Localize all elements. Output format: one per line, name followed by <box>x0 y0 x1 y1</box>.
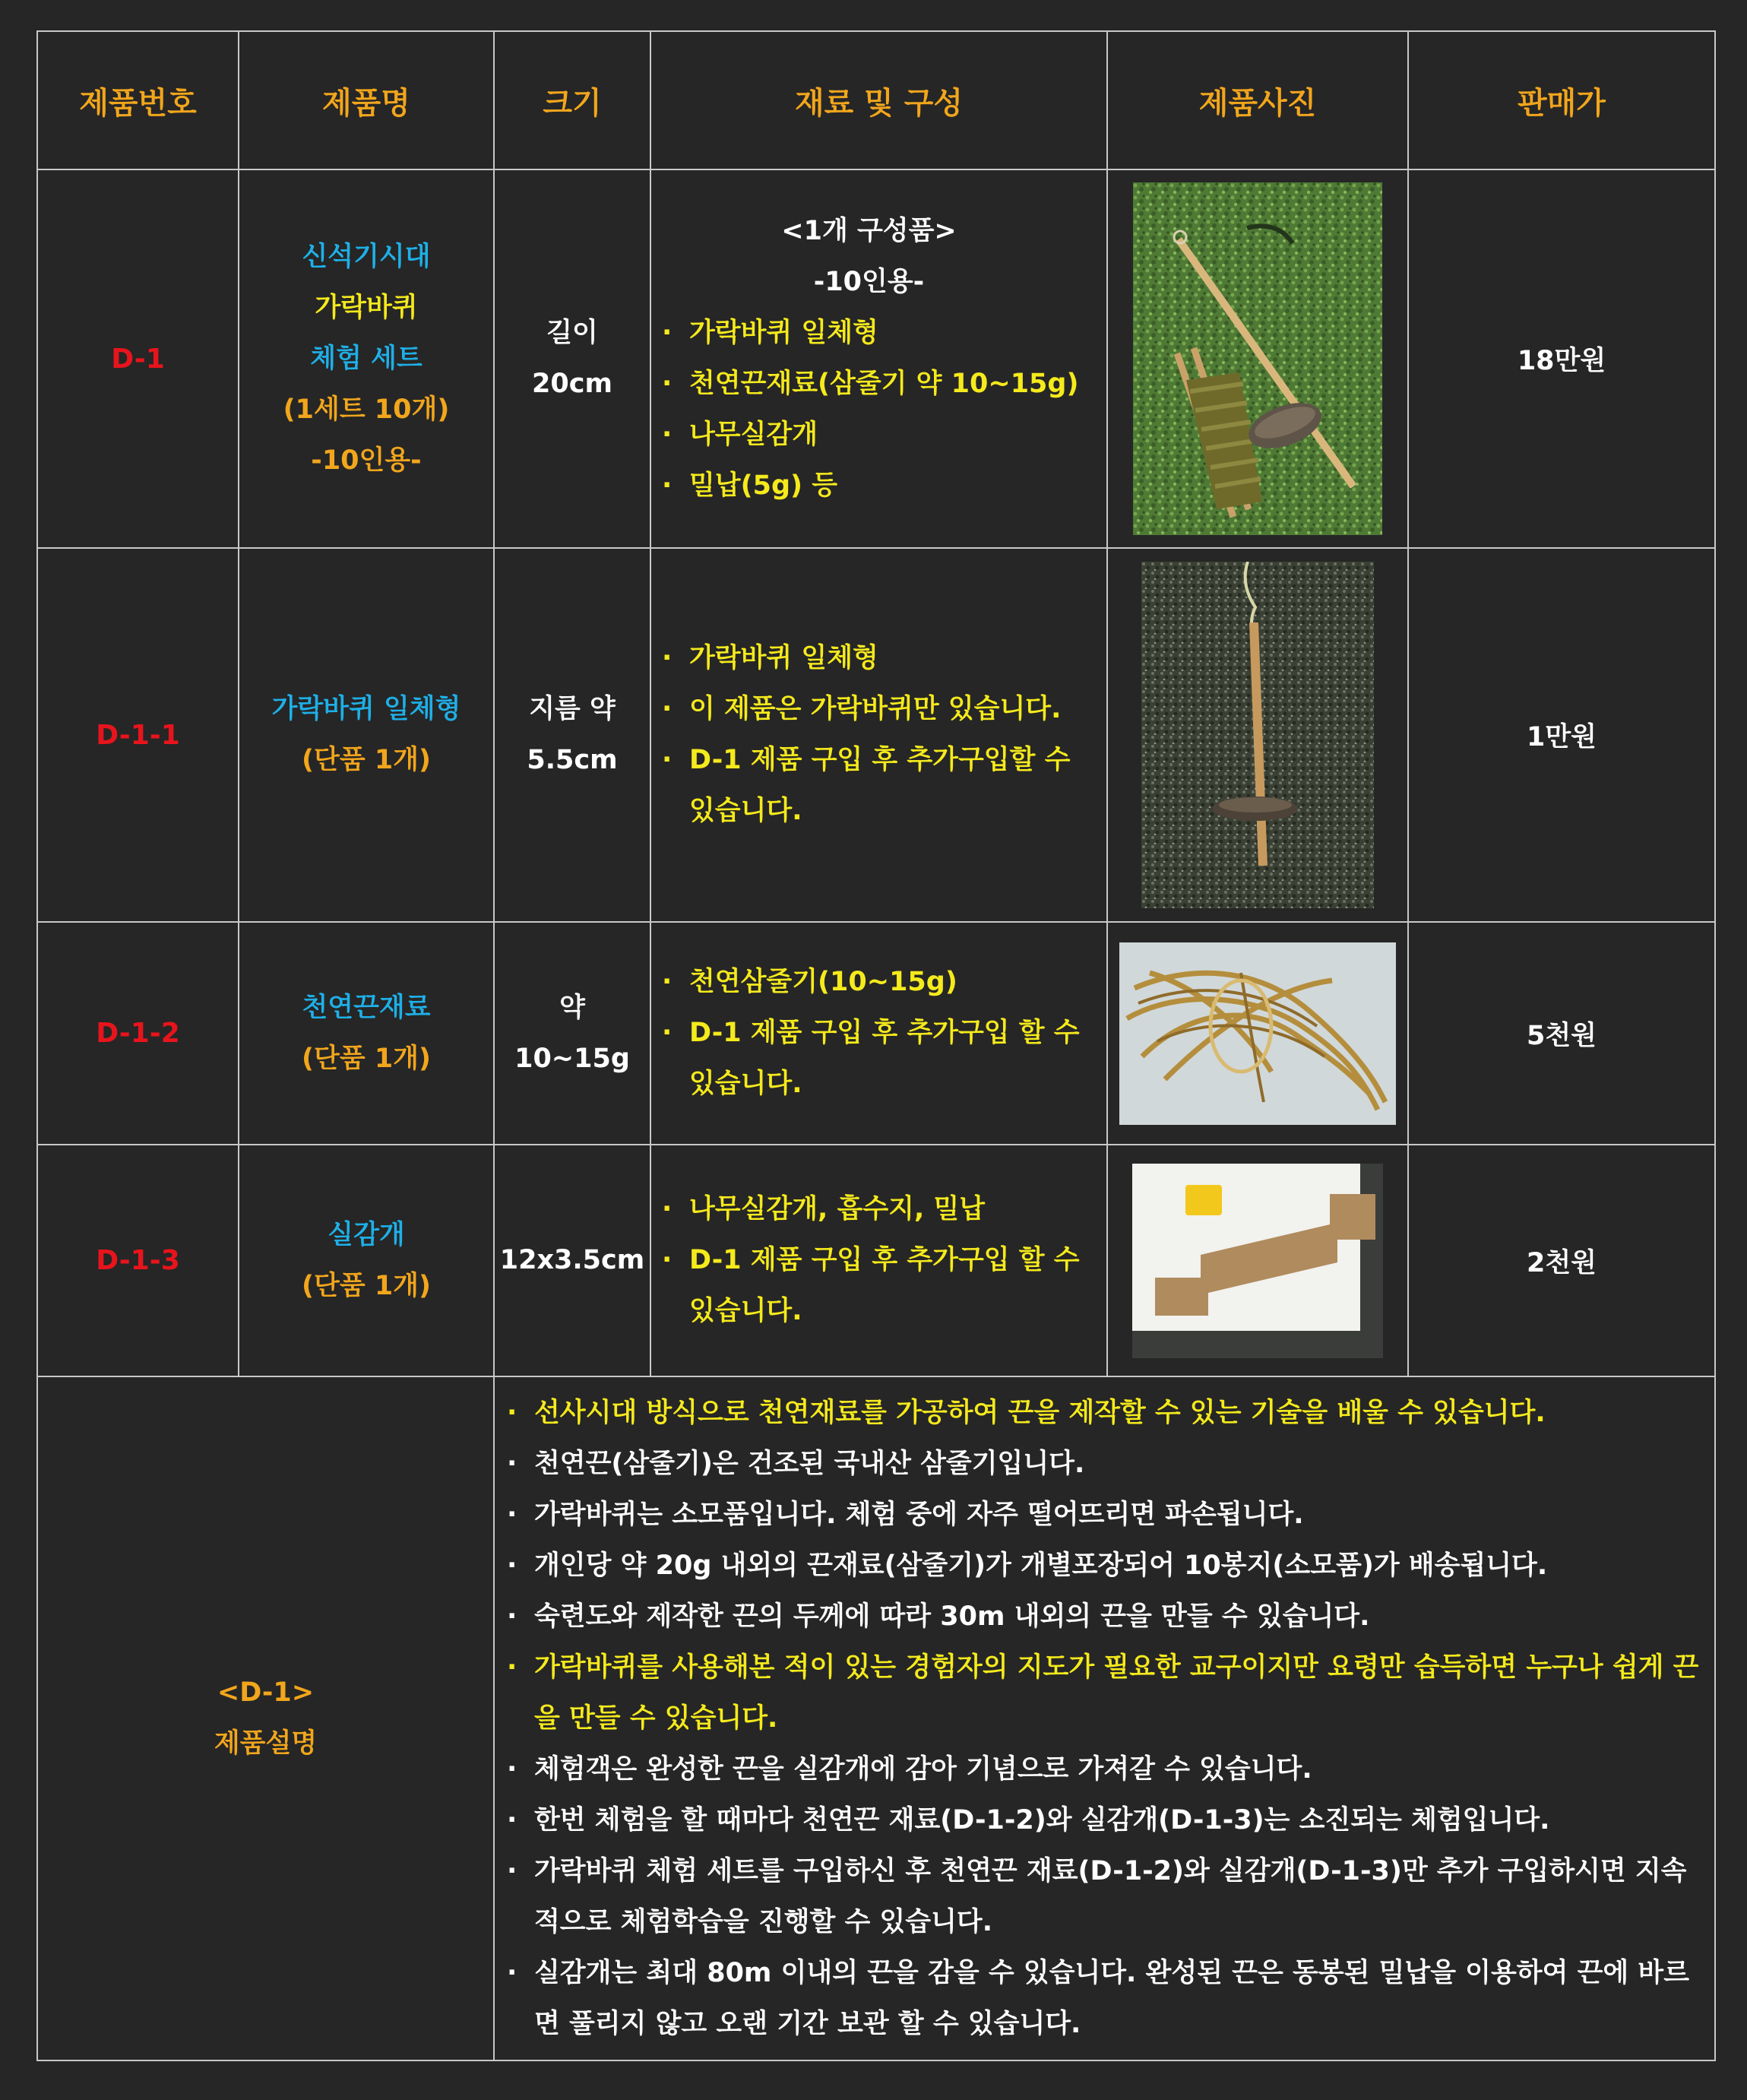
spindle-photo-icon <box>1133 182 1382 535</box>
product-price: 2천원 <box>1408 1145 1715 1376</box>
header-photo: 제품사진 <box>1107 31 1408 169</box>
bullet-dot-icon: · <box>507 1448 517 1479</box>
product-composition <box>650 169 1107 548</box>
product-name <box>239 922 494 1145</box>
name-line: -10인용- <box>311 445 422 476</box>
comp-item-text: 천연끈재료(삼줄기 약 10~15g) <box>689 369 1079 399</box>
reel-photo-icon <box>1132 1164 1383 1358</box>
desc-item <box>507 1642 1707 1744</box>
bullet-dot-icon: · <box>662 318 673 348</box>
size-line: 약 <box>559 992 585 1023</box>
bullet-dot-icon: · <box>507 1855 517 1886</box>
product-size <box>494 169 650 548</box>
bullet-dot-icon: · <box>507 1753 517 1785</box>
bullet-dot-icon: · <box>507 1499 517 1530</box>
product-composition <box>650 922 1107 1145</box>
comp-item-text: 이 제품은 가락바퀴만 있습니다. <box>689 694 1062 724</box>
comp-item-text: 가락바퀴 일체형 <box>689 643 878 673</box>
bullet-dot-icon: · <box>507 1804 517 1836</box>
desc-item <box>507 1388 1707 1439</box>
comp-item-text: D-1 제품 구입 후 추가구입 할 수 있습니다. <box>689 1018 1080 1099</box>
size-line: 20cm <box>532 369 612 399</box>
desc-item <box>507 1795 1707 1846</box>
product-name <box>239 1145 494 1376</box>
desc-item-text: 개인당 약 20g 내외의 끈재료(삼줄기)가 개별포장되어 10봉지(소모품)가 배송됩니다. <box>534 1550 1548 1581</box>
product-code: D-1-2 <box>37 922 239 1145</box>
comp-item-text: 천연삼줄기(10~15g) <box>689 967 957 997</box>
bullet-dot-icon: · <box>507 1397 517 1428</box>
desc-item-text: 가락바퀴는 소모품입니다. 체험 중에 자주 떨어뜨리면 파손됩니다. <box>534 1499 1304 1530</box>
size-line: 10~15g <box>514 1043 630 1074</box>
comp-item <box>662 1184 1103 1235</box>
spindle-photo-icon <box>1141 562 1374 908</box>
size-line: 지름 약 <box>529 694 616 724</box>
table-row <box>37 169 1715 548</box>
header-composition: 재료 및 구성 <box>650 31 1107 169</box>
product-photo-cell <box>1107 1145 1408 1376</box>
comp-item-text: 나무실감개, 흡수지, 밀납 <box>689 1194 986 1224</box>
name-line: 신석기시대 <box>302 241 431 272</box>
product-price: 1만원 <box>1408 548 1715 922</box>
desc-item-text: 숙련도와 제작한 끈의 두께에 따라 30m 내외의 끈을 만들 수 있습니다. <box>534 1601 1370 1632</box>
bullet-dot-icon: · <box>507 1652 517 1683</box>
desc-item-text: 천연끈(삼줄기)은 건조된 국내산 삼줄기입니다. <box>534 1448 1085 1479</box>
desc-item-text: 실감개는 최대 80m 이내의 끈을 감을 수 있습니다. 완성된 끈은 동봉된 밀납을 이용하여 끈에 바르면 풀리지 않고 오랜 기간 보관 할 수 있습니다. <box>534 1957 1690 2039</box>
product-size <box>494 1145 650 1376</box>
header-code: 제품번호 <box>37 31 239 169</box>
description-row <box>37 1376 1715 2060</box>
comp-item <box>662 735 1103 837</box>
desc-item-text: 체험객은 완성한 끈을 실감개에 감아 기념으로 가져갈 수 있습니다. <box>534 1753 1312 1785</box>
desc-item-text: 가락바퀴 체험 세트를 구입하신 후 천연끈 재료(D-1-2)와 실감개(D-1-3)만 추가 구입하시면 지속적으로 체험학습을 진행할 수 있습니다. <box>534 1855 1687 1937</box>
desc-item <box>507 1744 1707 1795</box>
bullet-dot-icon: · <box>662 470 673 501</box>
desc-item <box>507 1439 1707 1490</box>
bullet-dot-icon: · <box>507 1601 517 1632</box>
product-price: 18만원 <box>1408 169 1715 548</box>
bullet-dot-icon: · <box>662 1245 673 1275</box>
comp-item <box>662 308 1103 359</box>
comp-item <box>662 461 1103 512</box>
comp-subheading-text: -10인용- <box>813 267 925 297</box>
name-line: (단품 1개) <box>302 745 431 775</box>
name-line: 체험 세트 <box>310 343 423 374</box>
name-line: 실감개 <box>328 1219 405 1250</box>
description-content <box>494 1376 1715 2060</box>
desc-item <box>507 1490 1707 1541</box>
size-line: 5.5cm <box>527 745 618 775</box>
comp-item <box>662 1235 1103 1337</box>
description-label-title: 제품설명 <box>214 1728 318 1759</box>
product-photo-cell <box>1107 922 1408 1145</box>
table-row <box>37 548 1715 922</box>
product-table <box>36 30 1716 2061</box>
comp-item-text: 나무실감개 <box>689 420 818 450</box>
product-photo-cell <box>1107 548 1408 922</box>
desc-item-text: 가락바퀴를 사용해본 적이 있는 경험자의 지도가 필요한 교구이지만 요령만 습득하면 누구나 쉽게 끈을 만들 수 있습니다. <box>534 1652 1699 1734</box>
bullet-dot-icon: · <box>662 420 673 450</box>
desc-item <box>507 1541 1707 1592</box>
desc-item-text: 선사시대 방식으로 천연재료를 가공하여 끈을 제작할 수 있는 기술을 배울 수 있습니다. <box>534 1397 1546 1428</box>
bullet-dot-icon: · <box>662 967 673 997</box>
name-line: (단품 1개) <box>302 1270 431 1301</box>
bullet-dot-icon: · <box>662 745 673 775</box>
name-line: 가락바퀴 <box>315 292 418 323</box>
hemp-fiber-photo-icon <box>1119 942 1396 1125</box>
comp-item <box>662 359 1103 410</box>
product-photo-cell <box>1107 169 1408 548</box>
bullet-dot-icon: · <box>507 1550 517 1581</box>
comp-heading-text: <1개 구성품> <box>781 216 957 246</box>
header-price: 판매가 <box>1408 31 1715 169</box>
product-composition <box>650 1145 1107 1376</box>
product-code: D-1 <box>37 169 239 548</box>
comp-item <box>662 957 1103 1008</box>
table-row <box>37 1145 1715 1376</box>
product-price: 5천원 <box>1408 922 1715 1145</box>
comp-subheading <box>662 257 1103 308</box>
bullet-dot-icon: · <box>662 694 673 724</box>
bullet-dot-icon: · <box>662 369 673 399</box>
product-name <box>239 169 494 548</box>
comp-item-text: 밀납(5g) 등 <box>689 470 838 501</box>
product-size <box>494 548 650 922</box>
header-name: 제품명 <box>239 31 494 169</box>
description-label <box>37 1376 494 2060</box>
desc-item-text: 한번 체험을 할 때마다 천연끈 재료(D-1-2)와 실감개(D-1-3)는 소진되는 체험입니다. <box>534 1804 1550 1836</box>
product-name <box>239 548 494 922</box>
description-label-code: <D-1> <box>217 1677 315 1708</box>
desc-item <box>507 1592 1707 1642</box>
comp-item <box>662 633 1103 684</box>
bullet-dot-icon: · <box>662 1194 673 1224</box>
product-size <box>494 922 650 1145</box>
bullet-dot-icon: · <box>662 1018 673 1048</box>
comp-heading <box>662 206 1103 257</box>
comp-item <box>662 1008 1103 1110</box>
comp-item-text: D-1 제품 구입 후 추가구입 할 수 있습니다. <box>689 1245 1080 1326</box>
desc-item <box>507 1948 1707 2050</box>
comp-item-text: 가락바퀴 일체형 <box>689 318 878 348</box>
name-line: (1세트 10개) <box>283 394 450 425</box>
desc-item <box>507 1846 1707 1948</box>
header-row <box>37 31 1715 169</box>
table-row <box>37 922 1715 1145</box>
comp-item-text: D-1 제품 구입 후 추가구입할 수 있습니다. <box>689 745 1071 826</box>
size-line: 12x3.5cm <box>499 1245 645 1275</box>
size-line: 길이 <box>546 318 598 348</box>
product-code: D-1-3 <box>37 1145 239 1376</box>
name-line: 가락바퀴 일체형 <box>271 694 461 724</box>
bullet-dot-icon: · <box>507 1957 517 1988</box>
product-composition <box>650 548 1107 922</box>
bullet-dot-icon: · <box>662 643 673 673</box>
header-size: 크기 <box>494 31 650 169</box>
comp-item <box>662 684 1103 735</box>
name-line: (단품 1개) <box>302 1043 431 1074</box>
comp-item <box>662 410 1103 461</box>
name-line: 천연끈재료 <box>302 992 431 1023</box>
product-code: D-1-1 <box>37 548 239 922</box>
